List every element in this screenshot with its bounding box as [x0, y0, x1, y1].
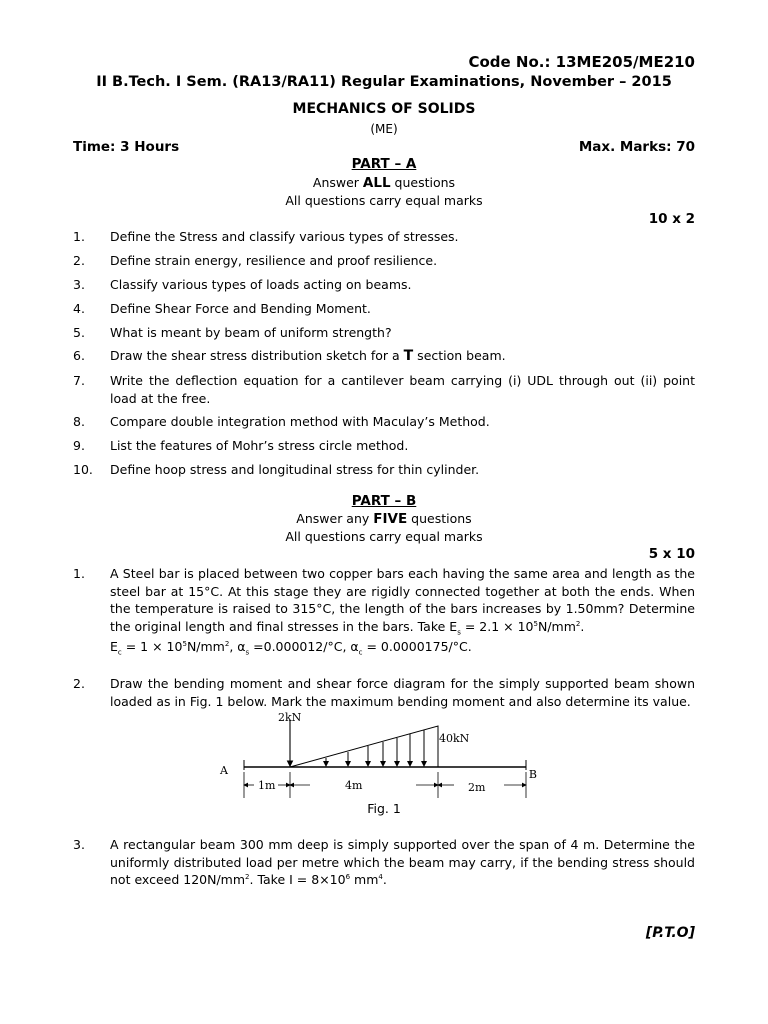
dimension-1-label: 1m — [258, 779, 276, 792]
part-a-question: 1. Define the Stress and classify various types of stresses. — [73, 229, 459, 244]
part-b-question-1: 1. A Steel bar is placed between two copper bars each having the same area and length as the steel bar at 15°C. At this stage they are rigidly connected together at both the ends. When the temperature is raised to 315°C, the length of the bars increases by 1.50mm? Determine the original length and final stresses in the bars. Take $E_s = 2.1 \times 10^5N/mm^2$. $E_c = 1 \times 10^5N/mm^2$, $\alpha_s =0.000012/^\circ C$, $\alpha_c = 0.0000175/^\circ C$. — [73, 566, 695, 657]
support-b-label: B — [528, 768, 537, 781]
code-number: Code No.: 13ME205/ME210 — [468, 53, 695, 71]
figure-caption: Fig. 1 — [367, 801, 401, 816]
part-a-question: 3. Classify various types of loads acting on beams. — [73, 277, 412, 292]
part-b-marks-scheme: 5 x 10 — [648, 546, 695, 562]
part-b-title: PART – B — [351, 493, 417, 509]
load-triangle — [290, 726, 438, 767]
part-a-question: 7. Write the deflection equation for a cantilever beam carrying (i) UDL through out (ii) point load at the free. — [73, 373, 695, 406]
exam-title: II B.Tech. I Sem. (RA13/RA11) Regular Examinations, November – 2015 — [96, 74, 672, 90]
part-a-question: 6. Draw the shear stress distribution sketch for a T section beam. — [73, 348, 506, 364]
part-b-instruction: Answer any FIVE questions — [296, 511, 472, 527]
dimension-3-label: 2m — [468, 781, 486, 794]
beam-figure — [200, 706, 540, 801]
part-a-question: 2. Define strain energy, resilience and proof resilience. — [73, 253, 438, 268]
branch-label: (ME) — [370, 122, 398, 136]
part-a-instruction-2: All questions carry equal marks — [285, 193, 483, 208]
part-b-question-2: 2. Draw the bending moment and shear force diagram for the simply supported beam shown loaded as in Fig. 1 below. Mark the maximum bending moment and also determine its value. — [73, 676, 695, 709]
pto-label: [P.T.O] — [645, 925, 695, 941]
part-a-instruction: Answer ALL questions — [312, 175, 456, 191]
part-a-question: 10. Define hoop stress and longitudinal stress for thin cylinder. — [73, 462, 480, 477]
load-left-label: 2kN — [278, 711, 302, 724]
part-a-question: 8. Compare double integration method with Maculay’s Method. — [73, 414, 490, 429]
part-a-question: 4. Define Shear Force and Bending Moment. — [73, 301, 371, 316]
part-a-question: 5. What is meant by beam of uniform strength? — [73, 325, 392, 340]
dimension-2-label: 4m — [345, 779, 363, 792]
part-a-title: PART – A — [351, 156, 417, 172]
load-right-label: 40kN — [439, 732, 470, 745]
part-a-question: 9. List the features of Mohr’s stress circle method. — [73, 438, 409, 453]
part-b-instruction-2: All questions carry equal marks — [285, 529, 483, 544]
subject-title: MECHANICS OF SOLIDS — [292, 101, 476, 117]
time-label: Time: 3 Hours — [73, 139, 180, 155]
part-a-marks-scheme: 10 x 2 — [648, 211, 695, 227]
support-a-label: A — [220, 764, 228, 777]
part-b-question-3: 3. A rectangular beam 300 mm deep is simply supported over the span of 4 m. Determine the uniformly distributed load per metre which the beam may carry, if the bending stress should not exceed $120N/mm^2$. Take $I = 8\times 10^6$ $mm^4$. — [73, 837, 695, 887]
max-marks-label: Max. Marks: 70 — [578, 139, 695, 155]
